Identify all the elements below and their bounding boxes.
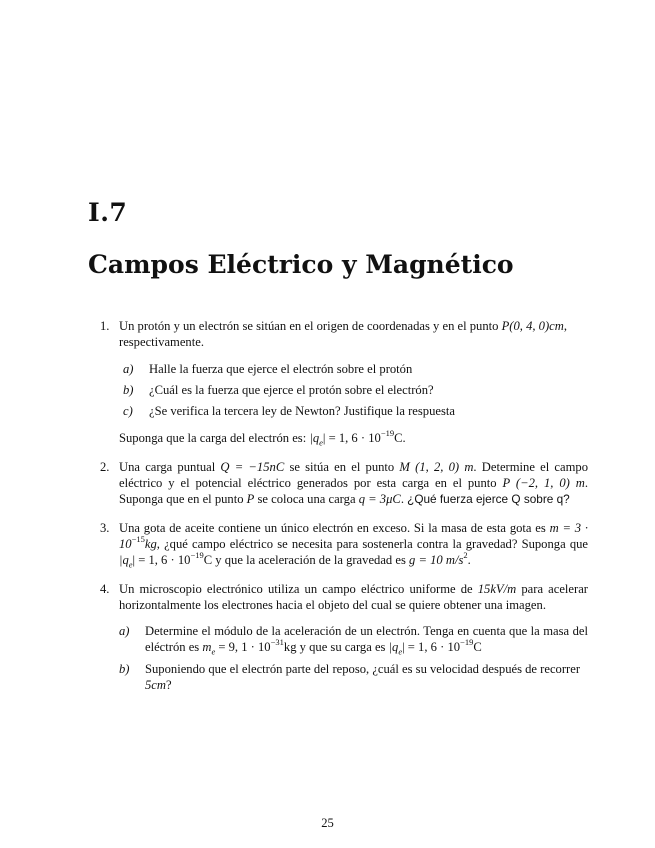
problem-number: 1.	[100, 319, 110, 333]
math-expression: g = 10 m/s	[409, 553, 464, 567]
problem-statement	[119, 459, 588, 507]
statement-text: para acelerar horizontalmente los electrones hacia el objeto del cual se quiere obtener una imagen.	[119, 582, 588, 612]
exponent: −19	[460, 636, 474, 647]
statement-text: . Determine el campo eléctrico y el potencial eléctrico generados por esta carga en el punto	[119, 460, 588, 490]
sub-text: ¿Se verifica la tercera ley de Newton? Justifique la respuesta	[149, 404, 455, 418]
note-text: Suponga que la carga del electrón es:	[119, 431, 310, 445]
problem-1	[100, 318, 588, 446]
unit: C.	[394, 431, 406, 445]
sub-text: ¿Cuál es la fuerza que ejerce el protón sobre el electrón?	[149, 383, 434, 397]
math-expression: | = 1, 6 · 10	[402, 640, 461, 654]
math-expression: Q = −15nC	[220, 460, 285, 474]
sub-label: c)	[123, 404, 133, 418]
sub-text: Halle la fuerza que ejerce el electrón sobre el protón	[149, 362, 413, 376]
statement-text: Una gota de aceite contiene un único electrón en exceso. Si la masa de esta gota es	[119, 521, 550, 535]
sub-question-c	[123, 403, 588, 419]
sub-text: Suponiendo que el electrón parte del reposo, ¿cuál es su velocidad después de recorrer	[145, 662, 581, 676]
math-expression: | = 1, 6 · 10	[132, 553, 191, 567]
math-expression: |q	[309, 431, 320, 445]
exponent: −31	[270, 636, 284, 647]
math-expression: |q	[388, 640, 399, 654]
sub-label: b)	[123, 383, 134, 397]
statement-text: . Suponga que en el punto	[119, 476, 588, 506]
chapter-title: Campos Eléctrico y Magnético	[88, 250, 514, 279]
problem-list	[100, 318, 588, 706]
statement-text: Un microscopio electrónico utiliza un campo eléctrico uniforme de	[119, 582, 478, 596]
subscript: e	[128, 559, 133, 570]
sub-question-list	[123, 361, 588, 419]
math-expression: = 9, 1 · 10	[215, 640, 271, 654]
problem-number: 2.	[100, 460, 110, 474]
problem-statement	[119, 581, 588, 613]
subscript: e	[319, 437, 323, 448]
chapter-number: I.7	[88, 198, 128, 227]
exponent: 2	[463, 549, 468, 560]
subscript: e	[398, 646, 403, 657]
sub-question-b	[119, 661, 588, 693]
sub-label: a)	[123, 362, 134, 376]
exponent: −19	[380, 427, 395, 438]
math-expression: |q	[119, 553, 129, 567]
unit: C	[473, 640, 482, 654]
sub-question-a	[123, 361, 588, 377]
unit: kg	[144, 537, 157, 551]
problem-statement	[119, 520, 588, 568]
problem-4	[100, 581, 588, 693]
page-number: 25	[321, 816, 334, 830]
math-expression: q = 3μC	[358, 492, 401, 506]
problem-note	[119, 427, 588, 448]
statement-text: .	[467, 553, 471, 567]
statement-text: se coloca una carga	[254, 492, 359, 506]
exponent: −15	[131, 533, 145, 544]
question-text: ¿Qué fuerza ejerce Q sobre q?	[407, 492, 570, 506]
math-expression: 5cm	[145, 678, 166, 692]
problem-statement	[119, 318, 588, 350]
sub-question-a	[119, 623, 588, 655]
sub-label: a)	[119, 624, 130, 638]
problem-3	[100, 520, 588, 568]
math-expression: 15kV/m	[477, 582, 517, 596]
statement-text: ,	[563, 319, 568, 333]
exponent: −19	[190, 549, 204, 560]
unit: C	[203, 553, 213, 567]
sub-text: ?	[165, 678, 172, 692]
statement-text: Un protón y un electrón se sitúan en el origen de coordenadas y en el punto	[119, 319, 502, 333]
sub-label: b)	[119, 662, 130, 676]
math-expression: | = 1, 6 · 10	[322, 431, 381, 445]
sub-question-b	[123, 382, 588, 398]
problem-number: 4.	[100, 582, 110, 596]
statement-text: y que la aceleración de la gravedad es	[212, 553, 410, 567]
problem-number: 3.	[100, 521, 110, 535]
math-expression: M (1, 2, 0) m	[399, 460, 474, 474]
math-expression: m	[202, 640, 212, 654]
sub-text: y que su carga es	[296, 640, 389, 654]
statement-text: , ¿qué campo eléctrico se necesita para sostenerla contra la gravedad? Suponga que	[156, 537, 588, 551]
statement-text: Una carga puntual	[119, 460, 221, 474]
problem-2	[100, 459, 588, 507]
math-expression: P	[246, 492, 255, 506]
statement-text: se sitúa en el punto	[284, 460, 400, 474]
point-expression: P(0, 4, 0)cm	[501, 319, 564, 333]
unit: kg	[283, 640, 297, 654]
math-expression: P (−2, 1, 0) m	[502, 476, 585, 490]
subscript: e	[211, 646, 216, 657]
statement-text: .	[400, 492, 408, 506]
math-expression: m = 3 · 10	[119, 521, 589, 551]
statement-text: respectivamente.	[119, 335, 204, 349]
sub-text: Determine el módulo de la aceleración de un electrón. Tenga en cuenta que la masa del eléctrón es	[145, 624, 588, 654]
